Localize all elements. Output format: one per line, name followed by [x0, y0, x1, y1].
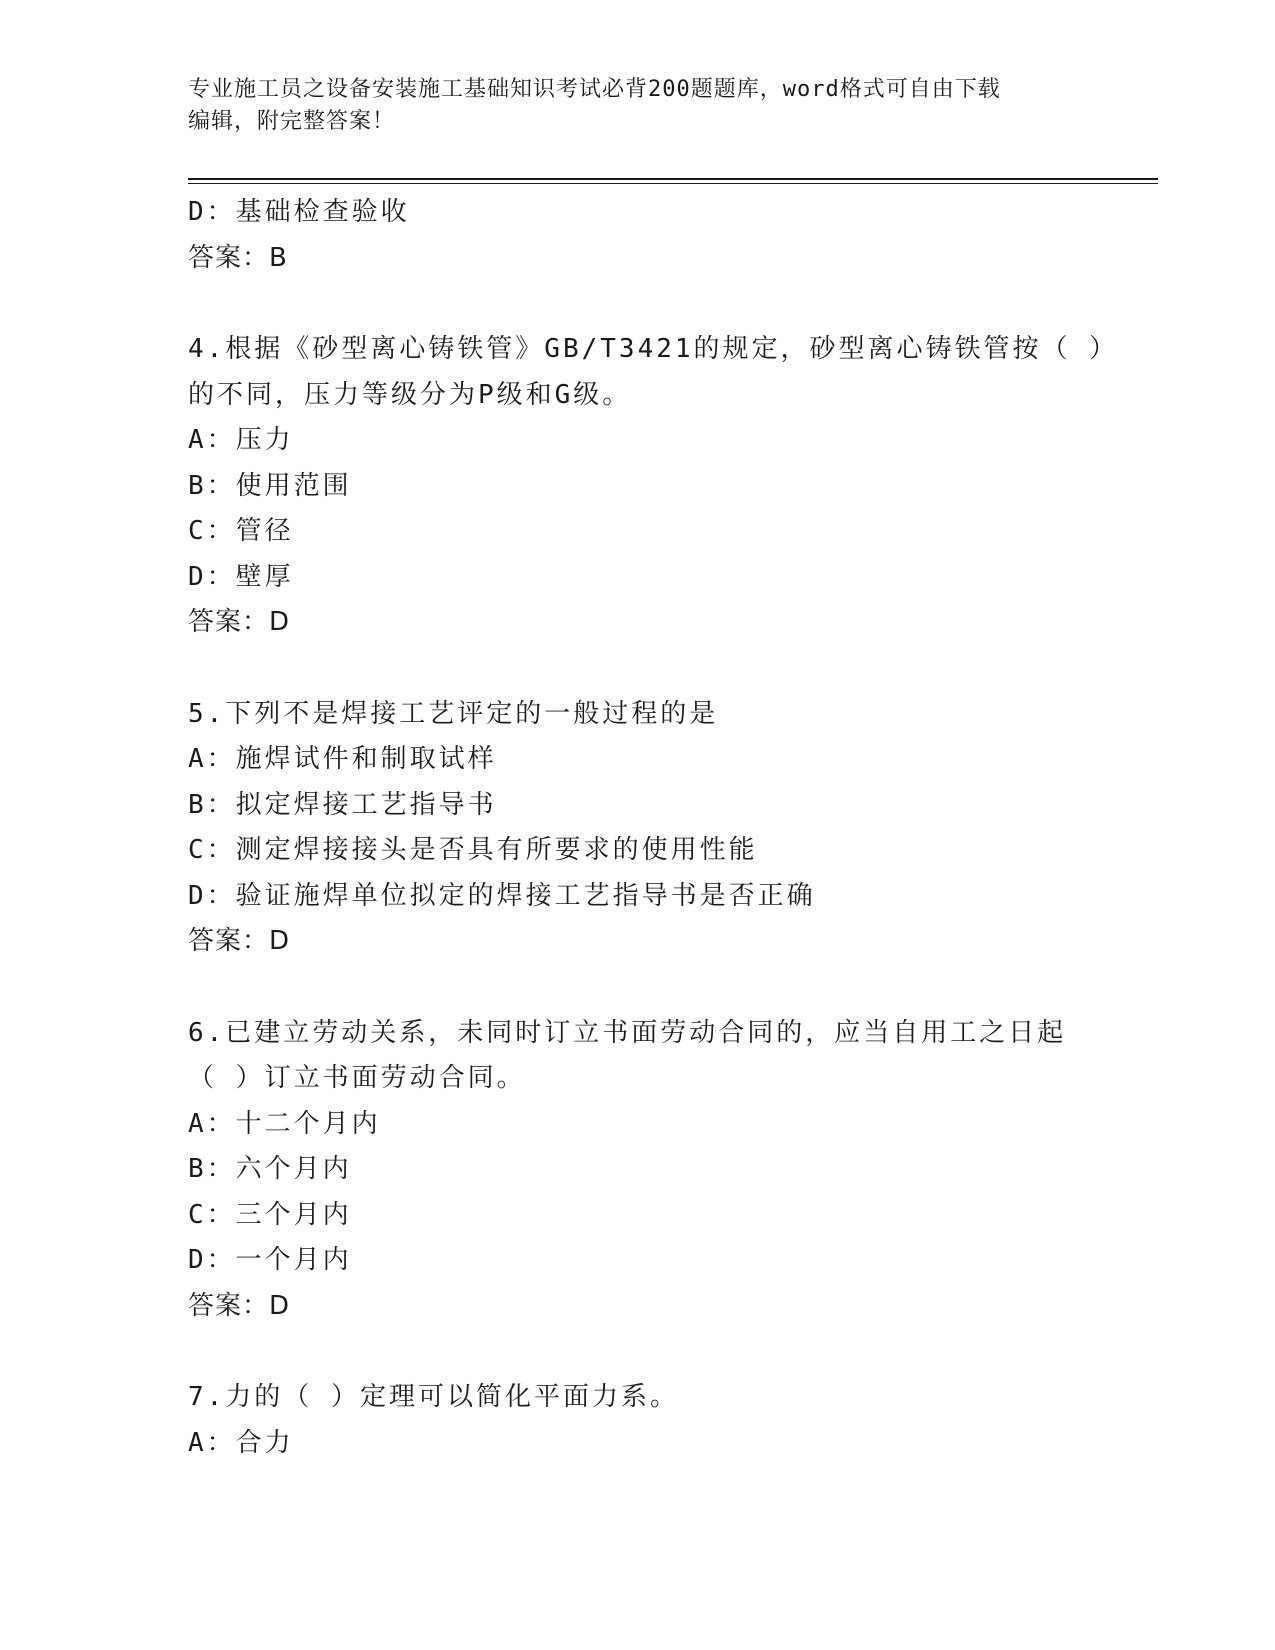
option-a: A：合力	[188, 1427, 294, 1458]
question-stem: （ ）订立书面劳动合同。	[188, 1063, 526, 1093]
question-stem: 7.力的（ ）定理可以简化平面力系。	[188, 1382, 679, 1412]
option-b: B：使用范围	[188, 470, 352, 501]
header-divider-secondary	[188, 183, 1158, 184]
answer: 答案：D	[188, 607, 291, 637]
option-d: D：验证施焊单位拟定的焊接工艺指导书是否正确	[188, 880, 816, 911]
option-b: B：拟定焊接工艺指导书	[188, 789, 497, 820]
question-stem: 5.下列不是焊接工艺评定的一般过程的是	[188, 698, 719, 729]
header-line: 编辑，附完整答案！	[188, 109, 396, 134]
option-d: D：一个月内	[188, 1245, 352, 1275]
question-fragment	[188, 190, 1148, 281]
spacer	[188, 646, 1148, 692]
option-c: C：三个月内	[188, 1199, 352, 1230]
question-6	[188, 1011, 1148, 1330]
option-d: D：壁厚	[188, 561, 294, 592]
question-list	[188, 190, 1148, 1466]
answer: 答案：D	[188, 1290, 291, 1321]
question-stem: 的不同，压力等级分为P级和G级。	[188, 379, 632, 410]
header-line: 专业施工员之设备安装施工基础知识考试必背200题题库，word格式可自由下载	[188, 77, 1001, 102]
question-7	[188, 1375, 1148, 1466]
option-b: B：六个月内	[188, 1154, 352, 1184]
question-stem: 4.根据《砂型离心铸铁管》GB/T3421的规定，砂型离心铸铁管按（ ）	[188, 334, 1119, 364]
answer: 答案：B	[188, 242, 288, 273]
question-5	[188, 692, 1148, 965]
option-c: C：管径	[188, 516, 294, 546]
question-4	[188, 327, 1148, 646]
document-header	[188, 74, 1088, 138]
question-stem: 6.已建立劳动关系，未同时订立书面劳动合同的，应当自用工之日起	[188, 1017, 1067, 1048]
spacer	[188, 965, 1148, 1011]
option-a: A：压力	[188, 425, 294, 455]
spacer	[188, 1329, 1148, 1375]
option-c: C：测定焊接接头是否具有所要求的使用性能	[188, 835, 758, 865]
option-a: A：十二个月内	[188, 1108, 381, 1139]
header-divider	[188, 178, 1158, 180]
spacer	[188, 281, 1148, 327]
option-d: D：基础检查验收	[188, 197, 410, 227]
option-a: A：施焊试件和制取试样	[188, 744, 497, 774]
answer: 答案：D	[188, 926, 291, 956]
